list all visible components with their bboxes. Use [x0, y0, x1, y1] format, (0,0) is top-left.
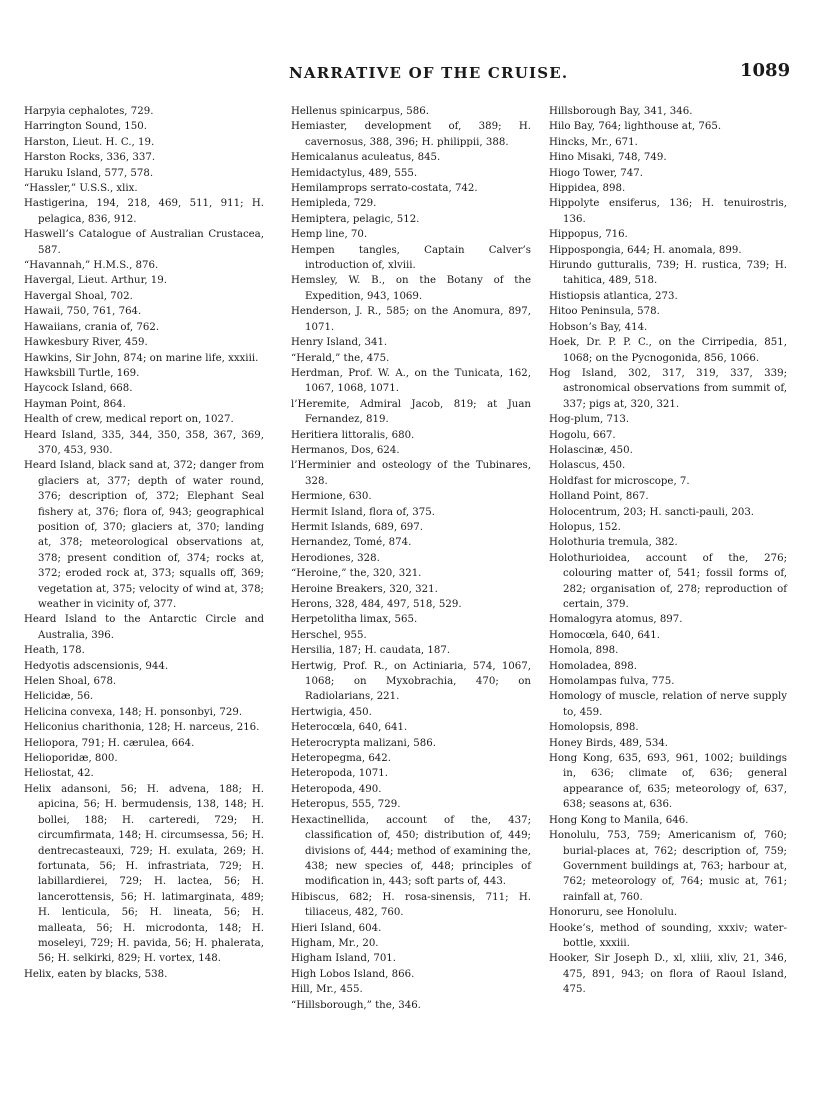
- index-entry: Hill, Mr., 455.: [291, 984, 363, 996]
- index-entry: Hong Kong to Manila, 646.: [549, 814, 689, 826]
- index-entry: Hermanos, Dos, 624.: [291, 444, 400, 456]
- index-entry: Heteropegma, 642.: [291, 753, 392, 765]
- index-entry: Hobson’s Bay, 414.: [549, 321, 648, 333]
- index-entry: Hippopus, 716.: [549, 229, 628, 241]
- index-entry: Herodiones, 328.: [291, 552, 380, 564]
- index-entry: Heritiera littoralis, 680.: [291, 429, 415, 441]
- index-entry: Heterocœla, 640, 641.: [291, 722, 408, 734]
- index-entry: Haycock Island, 668.: [24, 383, 133, 395]
- index-entry: Havergal, Lieut. Arthur, 19.: [24, 275, 167, 287]
- index-entry: Hermit Island, flora of, 375.: [291, 506, 435, 518]
- index-entry: Hooke’s, method of sounding, xxxiv; water-bottle, xxxiii.: [549, 922, 787, 949]
- index-entry: Hersilia, 187; H. caudata, 187.: [291, 645, 451, 657]
- index-entry: Helen Shoal, 678.: [24, 676, 117, 688]
- index-entry: “Hillsborough,” the, 346.: [291, 999, 421, 1011]
- index-entry: Haswell’s Catalogue of Australian Crustacea, 587.: [24, 229, 264, 256]
- index-entry: Helicidæ, 56.: [24, 691, 94, 703]
- index-column-1: [24, 104, 264, 982]
- index-entry: Hibiscus, 682; H. rosa-sinensis, 711; H. tiliaceus, 482, 760.: [291, 891, 531, 919]
- index-entry: Heliopora, 791; H. cærulea, 664.: [24, 737, 195, 749]
- index-entry: Homology of muscle, relation of nerve supply to, 459.: [549, 691, 787, 718]
- index-entry: Hino Misaki, 748, 749.: [549, 152, 667, 164]
- index-entry: Hong Kong, 635, 693, 961, 1002; buildings in, 636; climate of, 636; general appearance of, 635; meteorology of, 637, 638; seasons at, 636.: [549, 753, 787, 811]
- index-entry: Homolampas fulva, 775.: [549, 676, 675, 688]
- index-entry: Hoek, Dr. P. P. C., on the Cirripedia, 851, 1068; on the Pycnogonida, 856, 1066.: [549, 337, 787, 364]
- index-entry: Hippolyte ensiferus, 136; H. tenuirostris, 136.: [549, 198, 787, 225]
- index-entry: Hilo Bay, 764; lighthouse at, 765.: [549, 121, 722, 133]
- index-entry: Heterocrypta malizani, 586.: [291, 737, 436, 749]
- index-entry: Helioporidæ, 800.: [24, 753, 118, 765]
- index-entry: Honoruru, see Honolulu.: [549, 907, 678, 919]
- index-entry: Helicina convexa, 148; H. ponsonbyi, 729.: [24, 706, 243, 718]
- index-entry: Hemiptera, pelagic, 512.: [291, 213, 420, 225]
- index-entry: Heliconius charithonia, 128; H. narceus, 216.: [24, 722, 260, 734]
- index-entry: Hippidea, 898.: [549, 183, 626, 195]
- index-entry: Holothuria tremula, 382.: [549, 537, 678, 549]
- index-entry: Helix adansoni, 56; H. advena, 188; H. apicina, 56; H. bermudensis, 138, 148; H. bollei, 188; H. carteredi, 729; H. circumfirmata, 148; H. circumsessa, 56; H. dentrecasteauxi, 729; H. exulata, 269; H. fortunata, 56; H. infrastriata, 729; H. labillardierei, 729; H. lactea, 56; H. lancerottensis, 56; H. latimarginata, 489; H. lenticula, 56; H. lineata, 56; H. malleata, 56; H. microdonta, 148; H. moseleyi, 729; H. pavida, 56; H. phalerata, 56; H. selkirki, 829; H. vortex, 148.: [24, 783, 264, 965]
- index-entry: Homola, 898.: [549, 645, 619, 657]
- index-entry: Hayman Point, 864.: [24, 398, 126, 410]
- index-entry: Hedyotis adscensionis, 944.: [24, 660, 169, 672]
- index-entry: Harrington Sound, 150.: [24, 121, 147, 133]
- index-entry: Holothurioidea, account of the, 276; colouring matter of, 541; fossil forms of, 282; organisation of, 278; reproduction of certain, 379.: [549, 552, 787, 610]
- index-entry: Honey Birds, 489, 534.: [549, 737, 669, 749]
- index-entry: Hitoo Peninsula, 578.: [549, 306, 660, 318]
- index-entry: Holopus, 152.: [549, 521, 621, 533]
- index-entry: Holascinæ, 450.: [549, 444, 633, 456]
- index-entry: Holocentrum, 203; H. sancti-pauli, 203.: [549, 506, 755, 518]
- index-entry: Hermit Islands, 689, 697.: [291, 521, 424, 533]
- index-entry: Hawaiians, crania of, 762.: [24, 321, 160, 333]
- index-entry: Hawksbill Turtle, 169.: [24, 367, 140, 379]
- index-entry: Herpetolitha limax, 565.: [291, 614, 418, 626]
- index-entry: High Lobos Island, 866.: [291, 968, 415, 980]
- index-entry: Hogolu, 667.: [549, 429, 616, 441]
- index-entry: Higham, Mr., 20.: [291, 937, 379, 949]
- page-number: 1089: [740, 60, 791, 81]
- index-column-2: [291, 104, 531, 1013]
- index-entry: Hog Island, 302, 317, 319, 337, 339; astronomical observations from summit of, 337; pigs at, 320, 321.: [549, 367, 787, 410]
- index-entry: Hertwigia, 450.: [291, 706, 372, 718]
- index-entry: Hemp line, 70.: [291, 229, 368, 241]
- index-entry: Harpyia cephalotes, 729.: [24, 106, 154, 117]
- index-column-3: [549, 104, 787, 998]
- index-entry: Hemiaster, development of, 389; H. cavernosus, 388, 396; H. philippii, 388.: [291, 121, 531, 148]
- index-entry: Heroine Breakers, 320, 321.: [291, 583, 438, 595]
- index-entry: Holland Point, 867.: [549, 491, 649, 503]
- index-entry: Homocœla, 640, 641.: [549, 629, 661, 641]
- index-entry: “Hassler,” U.S.S., xlix.: [24, 183, 138, 195]
- index-entry: Havergal Shoal, 702.: [24, 290, 133, 302]
- index-entry: Hiogo Tower, 747.: [549, 167, 643, 179]
- index-entry: Hertwig, Prof. R., on Actiniaria, 574, 1067, 1068; on Myxobrachia, 470; on Radiolarians, 221.: [291, 660, 531, 703]
- running-title: NARRATIVE OF THE CRUISE.: [289, 64, 569, 82]
- index-entry: Hellenus spinicarpus, 586.: [291, 106, 429, 117]
- index-entry: Hawaii, 750, 761, 764.: [24, 306, 142, 318]
- index-entry: Hillsborough Bay, 341, 346.: [549, 106, 693, 117]
- index-entry: Hincks, Mr., 671.: [549, 136, 638, 148]
- index-entry: l’Heremite, Admiral Jacob, 819; at Juan Fernandez, 819.: [291, 398, 531, 426]
- index-entry: Harston, Lieut. H. C., 19.: [24, 136, 155, 148]
- index-entry: Hemipleda, 729.: [291, 198, 377, 210]
- index-entry: Heard Island, 335, 344, 350, 358, 367, 369, 370, 453, 930.: [24, 429, 264, 456]
- index-entry: Hawkins, Sir John, 874; on marine life, xxxiii.: [24, 352, 259, 364]
- index-entry: Heath, 178.: [24, 645, 85, 657]
- index-entry: Higham Island, 701.: [291, 953, 397, 965]
- index-entry: Hawkesbury River, 459.: [24, 337, 148, 349]
- index-entry: Honolulu, 753, 759; Americanism of, 760; burial-places at, 762; description of, 759; Government buildings at, 763; harbour at, 762; meteorology of, 764; music at, 761; rainfall at, 760.: [549, 830, 787, 903]
- index-entry: Hermione, 630.: [291, 491, 372, 503]
- index-entry: Hemilamprops serrato-costata, 742.: [291, 183, 478, 195]
- index-entry: Homoladea, 898.: [549, 660, 637, 672]
- index-entry: Hog-plum, 713.: [549, 414, 630, 426]
- index-entry: Hempen tangles, Captain Calver’s introduction of, xlviii.: [291, 244, 531, 272]
- index-entry: Heard Island to the Antarctic Circle and Australia, 396.: [24, 614, 264, 641]
- index-entry: Heard Island, black sand at, 372; danger from glaciers at, 377; depth of water round, 376; description of, 372; Elephant Seal fishery at, 376; flora of, 943; geographical position of, 370; glaciers at, 370; landing at, 378; meteorological observations at, 378; present condition of, 374; rocks at, 372; eroded rock at, 373; squalls off, 369; vegetation at, 375; velocity of wind at, 378; weather in vicinity of, 377.: [24, 460, 264, 610]
- index-entry: Hieri Island, 604.: [291, 922, 382, 934]
- index-entry: Haruku Island, 577, 578.: [24, 167, 154, 179]
- index-entry: Harston Rocks, 336, 337.: [24, 152, 156, 164]
- index-entry: Hooker, Sir Joseph D., xl, xliii, xliv, 21, 346, 475, 891, 943; on flora of Raoul Island, 475.: [549, 953, 787, 996]
- index-entry: Hemidactylus, 489, 555.: [291, 167, 418, 179]
- index-entry: “Heroine,” the, 320, 321.: [291, 568, 422, 580]
- page-header: [0, 60, 825, 90]
- index-entry: Henry Island, 341.: [291, 337, 388, 349]
- index-entry: Holascus, 450.: [549, 460, 626, 472]
- index-entry: Heliostat, 42.: [24, 768, 94, 780]
- index-entry: Hemsley, W. B., on the Botany of the Expedition, 943, 1069.: [291, 275, 531, 302]
- index-entry: Hastigerina, 194, 218, 469, 511, 911; H. pelagica, 836, 912.: [24, 198, 264, 225]
- index-entry: Helix, eaten by blacks, 538.: [24, 968, 168, 980]
- index-entry: Homalogyra atomus, 897.: [549, 614, 683, 626]
- index-entry: Heteropoda, 1071.: [291, 768, 388, 780]
- index-entry: Homolopsis, 898.: [549, 722, 639, 734]
- index-entry: Hexactinellida, account of the, 437; classification of, 450; distribution of, 449; divisions of, 444; method of examining the, 438; new species of, 448; principles of modification in, 443; soft parts of, 443.: [291, 814, 531, 888]
- index-entry: Heteropus, 555, 729.: [291, 799, 401, 811]
- index-entry: Herschel, 955.: [291, 629, 367, 641]
- index-entry: l’Herminier and osteology of the Tubinares, 328.: [291, 460, 531, 487]
- index-entry: Heteropoda, 490.: [291, 783, 382, 795]
- index-entry: Histiopsis atlantica, 273.: [549, 290, 678, 302]
- index-entry: Hemicalanus aculeatus, 845.: [291, 152, 441, 164]
- index-entry: Hirundo gutturalis, 739; H. rustica, 739; H. tahitica, 489, 518.: [549, 260, 787, 287]
- index-entry: “Herald,” the, 475.: [291, 352, 390, 364]
- index-entry: Herons, 328, 484, 497, 518, 529.: [291, 599, 462, 610]
- index-entry: Henderson, J. R., 585; on the Anomura, 897, 1071.: [291, 306, 531, 333]
- index-entry: Herdman, Prof. W. A., on the Tunicata, 162, 1067, 1068, 1071.: [291, 367, 531, 395]
- index-entry: “Havannah,” H.M.S., 876.: [24, 260, 159, 272]
- index-entry: Hippospongia, 644; H. anomala, 899.: [549, 244, 742, 256]
- index-entry: Hernandez, Tomé, 874.: [291, 537, 412, 549]
- index-entry: Holdfast for microscope, 7.: [549, 475, 690, 487]
- index-entry: Health of crew, medical report on, 1027.: [24, 414, 234, 426]
